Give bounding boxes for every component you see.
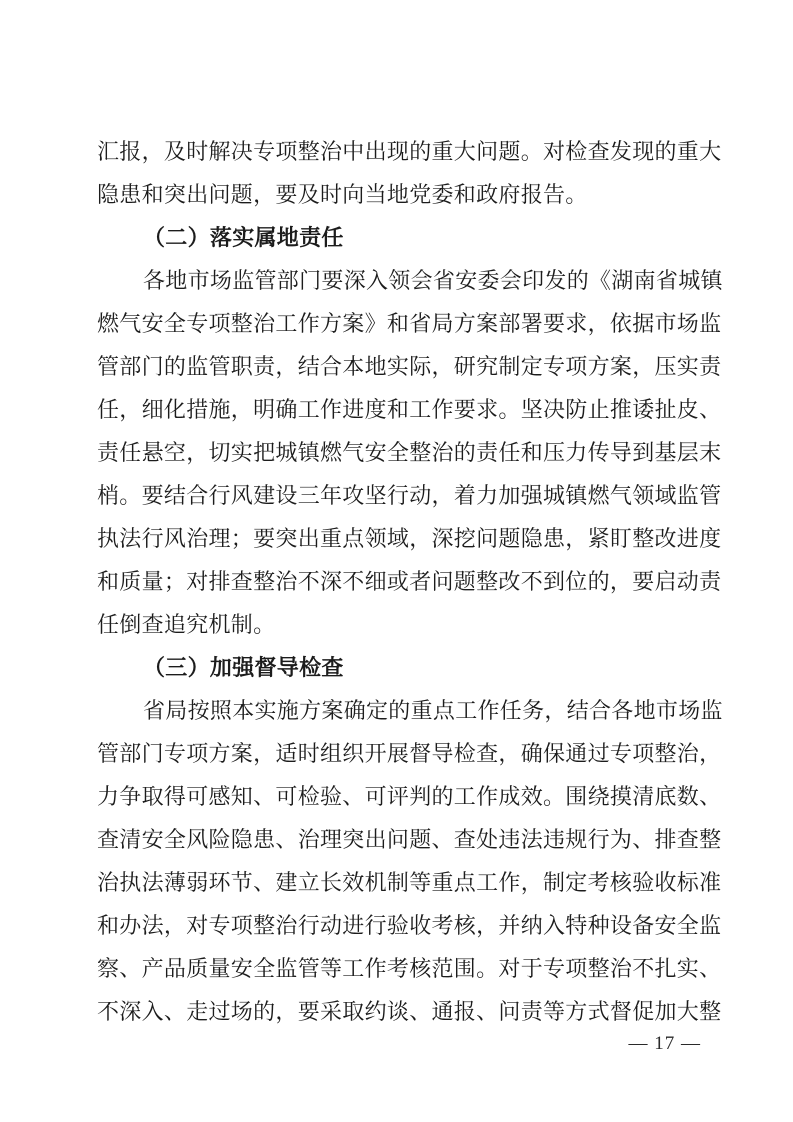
text-line: 不深入、走过场的，要采取约谈、通报、问责等方式督促加大整 xyxy=(97,999,722,1024)
text-line: 隐患和突出问题，要及时向当地党委和政府报告。 xyxy=(97,182,588,207)
page-footer xyxy=(629,1032,702,1056)
section-heading: （二）落实属地责任 xyxy=(143,225,344,250)
text-line: 管部门的监管职责，结合本地实际，研究制定专项方案，压实责 xyxy=(97,354,722,379)
text-line: 责任悬空，切实把城镇燃气安全整治的责任和压力传导到基层末 xyxy=(97,440,722,465)
text-line: 察、产品质量安全监管等工作考核范围。对于专项整治不扎实、 xyxy=(97,956,722,981)
section-heading: （三）加强督导检查 xyxy=(143,655,344,680)
text-line: 梢。要结合行风建设三年攻坚行动，着力加强城镇燃气领域监管 xyxy=(97,483,722,508)
text-line: 治执法薄弱环节、建立长效机制等重点工作，制定考核验收标准 xyxy=(97,870,722,895)
text-line: 任倒查追究机制。 xyxy=(97,612,276,637)
text-line: 各地市场监管部门要深入领会省安委会印发的《湖南省城镇 xyxy=(143,268,723,293)
text-line: 任，细化措施，明确工作进度和工作要求。坚决防止推诿扯皮、 xyxy=(97,397,722,422)
text-line: 查清安全风险隐患、治理突出问题、查处违法违规行为、排查整 xyxy=(97,827,722,852)
document-body xyxy=(97,130,723,1033)
text-line: 省局按照本实施方案确定的重点工作任务，结合各地市场监 xyxy=(143,698,723,723)
text-line: 力争取得可感知、可检验、可评判的工作成效。围绕摸清底数、 xyxy=(97,784,722,809)
text-line: 和办法，对专项整治行动进行验收考核，并纳入特种设备安全监 xyxy=(97,913,722,938)
text-line: 执法行风治理；要突出重点领域，深挖问题隐患，紧盯整改进度 xyxy=(97,526,722,551)
text-line: 管部门专项方案，适时组织开展督导检查，确保通过专项整治， xyxy=(97,741,722,766)
text-line: 和质量；对排查整治不深不细或者问题整改不到位的，要启动责 xyxy=(97,569,722,594)
text-line: 燃气安全专项整治工作方案》和省局方案部署要求，依据市场监 xyxy=(97,311,722,336)
text-line: 汇报，及时解决专项整治中出现的重大问题。对检查发现的重大 xyxy=(97,139,722,164)
page-number: — 17 — xyxy=(628,1033,701,1054)
